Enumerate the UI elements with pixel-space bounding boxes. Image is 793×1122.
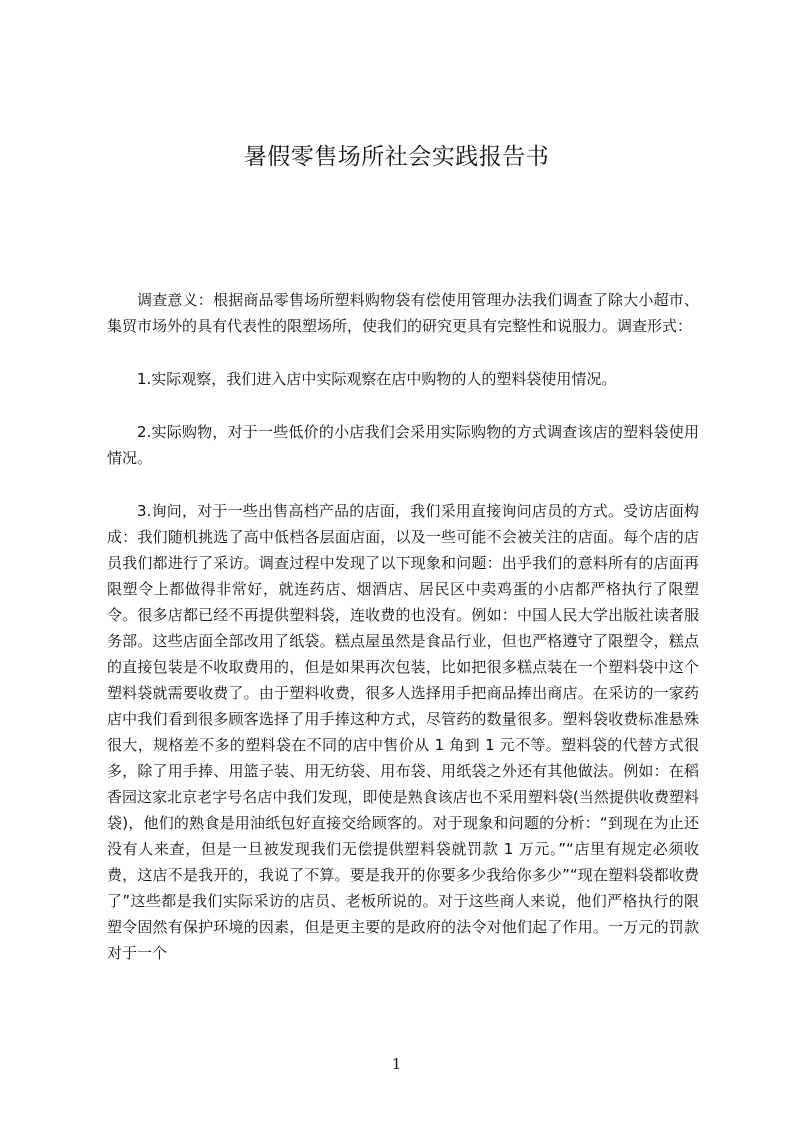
page-number: 1: [391, 1055, 402, 1073]
paragraph-purchase: 2.实际购物，对于一些低价的小店我们会采用实际购物的方式调查该店的塑料袋使用情况。: [107, 423, 699, 467]
paragraph-gap: [107, 392, 699, 419]
paragraph-significance: 调查意义：根据商品零售场所塑料购物袋有偿使用管理办法我们调查了除大小超市、集贸市场外的具有代表性的限塑场所，使我们的研究更具有完整性和说服力。调查形式：: [107, 291, 699, 335]
paragraph-observation: 1.实际观察，我们进入店中实际观察在店中购物的人的塑料袋使用情况。: [137, 370, 617, 388]
page-title: 暑假零售场所社会实践报告书: [243, 144, 550, 170]
paragraph-gap: [107, 339, 699, 366]
paragraph-inquiry: 3.询问，对于一些出售高档产品的店面，我们采用直接询问店员的方式。受访店面构成：我们随机挑选了高中低档各层面店面，以及一些可能不会被关注的店面。每个店的店员我们都进行了采访。调查过程中发现了以下现象和问题：出乎我们的意料所有的店面再限塑令上都做得非常好，就连药店、烟酒店、居民区中卖鸡蛋的小店都严格执行了限塑令。很多店都已经不再提供塑料袋，连收费的也没有。例如：中国人民大学出版社读者服务部。这些店面全部改用了纸袋。糕点屋虽然是食品行业，但也严格遵守了限塑令，糕点的直接包装是不收取费用的，但是如果再次包装，比如把很多糕点装在一个塑料袋中这个塑料袋就需要收费了。由于塑料收费，很多人选择用手把商品捧出商店。在采访的一家药店中我们看到很多顾客选择了用手捧这种方式，尽管药的数量很多。塑料袋收费标准悬殊很大，规格差不多的塑料袋在不同的店中售价从 1 角到 1 元不等。塑料袋的代替方式很多，除了用手捧、用篮子装、用无纺袋、用布袋、用纸袋之外还有其他做法。例如：在稻香园这家北京老字号名店中我们发现，即使是熟食该店也不采用塑料袋(当然提供收费塑料袋)，他们的熟食是用油纸包好直接交给顾客的。对于现象和问题的分析：“到现在为止还没有人来查，但是一旦被发现我们无偿提供塑料袋就罚款 1 万元。”“店里有规定必须收费，这店不是我开的，我说了不算。要是我开的你要多少我给你多少”“现在塑料袋都收费了”这些都是我们实际采访的店员、老板所说的。对于这些商人来说，他们严格执行的限塑令固然有保护环境的因素，但是更主要的是政府的法令对他们起了作用。一万元的罚款对于一个: [107, 502, 699, 962]
document-body: [107, 287, 699, 966]
paragraph-gap: [107, 471, 699, 498]
